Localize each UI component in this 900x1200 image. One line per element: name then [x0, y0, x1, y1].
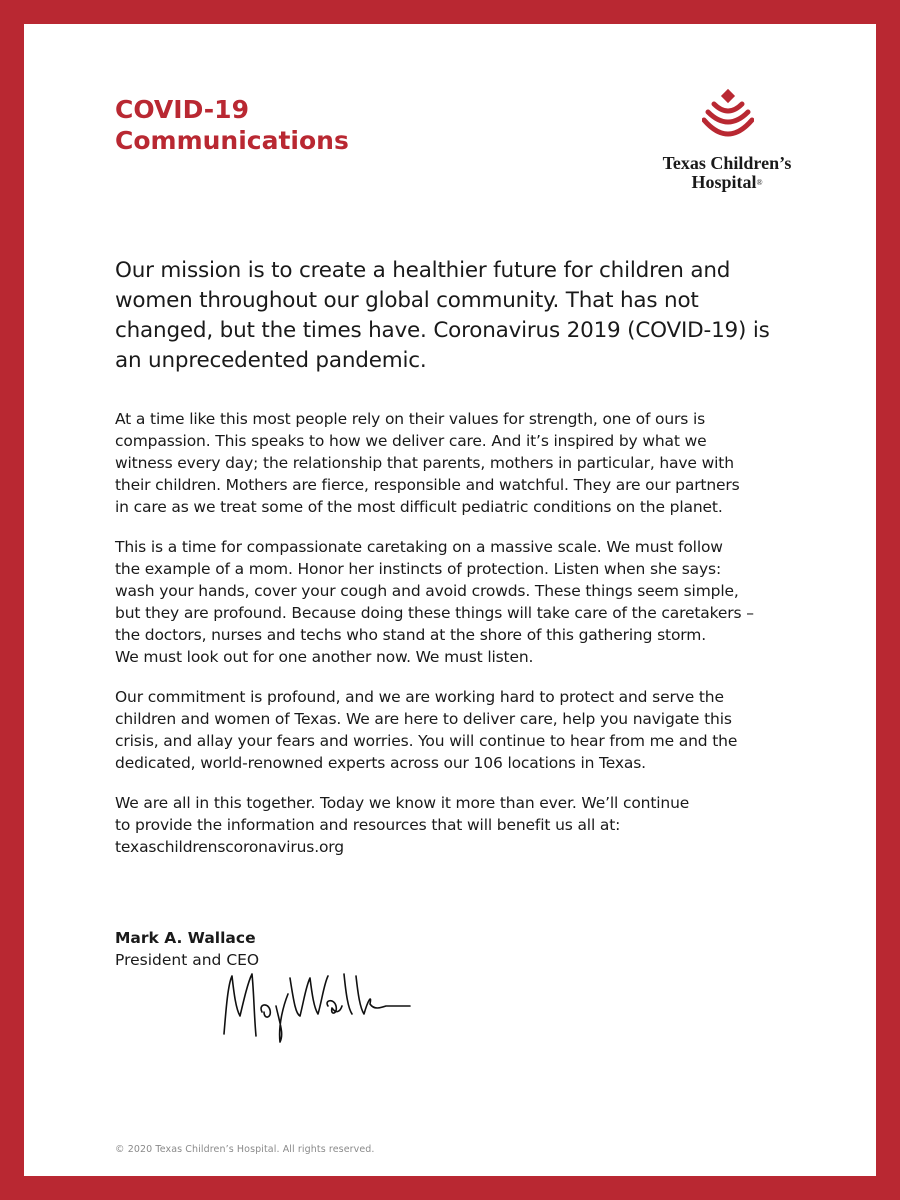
text-line: dedicated, world-renowned experts across our 106 locations in Texas.: [115, 754, 646, 772]
text-line: their children. Mothers are fierce, responsible and watchful. They are our partners: [115, 476, 740, 494]
text-line: crisis, and allay your fears and worries. You will continue to hear from me and the: [115, 732, 738, 750]
logo-line-2-text: Hospital: [691, 172, 757, 192]
logo-line-2: [642, 173, 812, 192]
paragraph-1: [115, 408, 805, 518]
paragraph-4: [115, 792, 805, 858]
title-line-1: COVID-19: [115, 95, 249, 124]
text-line: We are all in this together. Today we know it more than ever. We’ll continue: [115, 794, 690, 812]
text-line: witness every day; the relationship that parents, mothers in particular, have with: [115, 454, 734, 472]
text-line: to provide the information and resources that will benefit us all at:: [115, 816, 621, 834]
logo-line-1: Texas Children’s: [662, 153, 792, 173]
signatory-title: President and CEO: [115, 951, 260, 969]
text-line: wash your hands, cover your cough and avoid crowds. These things seem simple,: [115, 582, 739, 600]
logo-wordmark: [642, 154, 812, 192]
text-line: We must look out for one another now. We must listen.: [115, 648, 534, 666]
paragraph-3: [115, 686, 805, 774]
copyright-notice: © 2020 Texas Children’s Hospital. All rights reserved.: [115, 1144, 375, 1155]
paragraph-2: [115, 536, 805, 668]
page-title: [115, 94, 349, 156]
text-line: compassion. This speaks to how we deliver care. And it’s inspired by what we: [115, 432, 707, 450]
letter-body: [115, 408, 805, 876]
text-line: At a time like this most people rely on their values for strength, one of ours is: [115, 410, 706, 428]
signatory-name: Mark A. Wallace: [115, 929, 256, 947]
letter-page: [24, 24, 876, 1176]
title-line-2: Communications: [115, 126, 349, 155]
text-line: This is a time for compassionate caretaking on a massive scale. We must follow: [115, 538, 723, 556]
text-line: Our commitment is profound, and we are working hard to protect and serve the: [115, 688, 724, 706]
hospital-logo: [642, 88, 812, 208]
registered-mark: ®: [756, 178, 763, 187]
heart-hands-logo-icon: [702, 88, 754, 148]
text-line: children and women of Texas. We are here to deliver care, help you navigate this: [115, 710, 732, 728]
text-line: the doctors, nurses and techs who stand at the shore of this gathering storm.: [115, 626, 706, 644]
website-url: texaschildrenscoronavirus.org: [115, 838, 344, 856]
mission-statement: Our mission is to create a healthier future for children and women throughout our global community. That has not changed, but the times have. Coronavirus 2019 (COVID-19) is an unprecedented pandemic.: [115, 258, 770, 373]
text-line: the example of a mom. Honor her instincts of protection. Listen when she says:: [115, 560, 722, 578]
text-line: but they are profound. Because doing these things will take care of the caretakers –: [115, 604, 754, 622]
text-line: in care as we treat some of the most difficult pediatric conditions on the planet.: [115, 498, 723, 516]
handwritten-signature: [214, 964, 414, 1044]
